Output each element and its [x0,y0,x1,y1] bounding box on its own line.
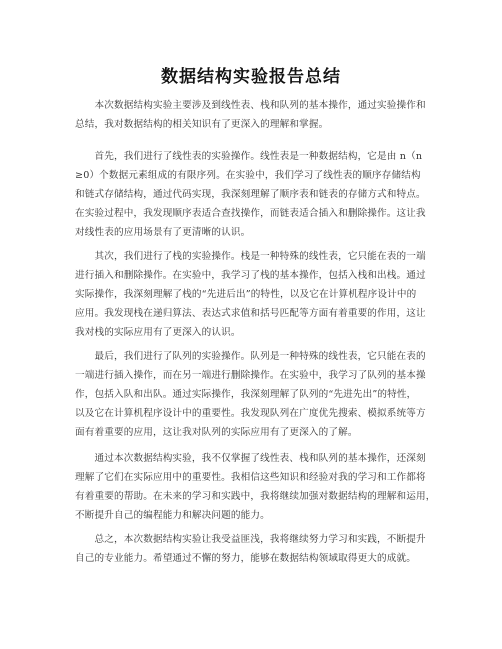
paragraph-conclusion [75,530,437,568]
paragraph-line: ≥0）个数据元素组成的有限序列。在实验中，我们学习了线性表的顺序存储结构 [75,170,421,181]
paragraph-intro [75,96,437,134]
paragraph-line: 通过本次数据结构实验，我不仅掌握了线性表、栈和队列的基本操作，还深刻 [75,453,426,464]
document-title: 数据结构实验报告总结 [161,67,341,87]
paragraph-queue [75,347,437,442]
paragraph-line: 不断提升自己的编程能力和解决问题的能力。 [75,510,270,521]
paragraph-line: 本次数据结构实验主要涉及到线性表、栈和队列的基本操作，通过实验操作和 [75,100,426,111]
paragraph-line: 我对栈的实际应用有了更深入的认识。 [75,327,241,338]
paragraph-line: 和链式存储结构，通过代码实现，我深刻理解了顺序表和链表的存储方式和特点。 [75,189,426,200]
paragraph-linear-list [75,147,437,242]
paragraph-line: 总结，我对数据结构的相关知识有了更深入的理解和掌握。 [75,119,329,130]
paragraph-line: 其次，我们进行了栈的实验操作。栈是一种特殊的线性表，它只能在表的一端 [75,251,426,262]
paragraph-line: 总之，本次数据结构实验让我受益匪浅，我将继续努力学习和实践，不断提升 [75,534,426,545]
paragraph-line: 在实验过程中，我发现顺序表适合查找操作，而链表适合插入和删除操作。这让我 [75,208,426,219]
paragraph-line: 最后，我们进行了队列的实验操作。队列是一种特殊的线性表，它只能在表的 [75,351,426,362]
paragraph-line: 首先，我们进行了线性表的实验操作。线性表是一种数据结构，它是由 n（n [75,151,423,162]
paragraph-line: 理解了它们在实际应用中的重要性。我相信这些知识和经验对我的学习和工作都将 [75,472,426,483]
paragraph-line: 自己的专业能力。希望通过不懈的努力，能够在数据结构领域取得更大的成就。 [75,553,417,564]
paragraph-line: 实际操作，我深刻理解了栈的“先进后出”的特性，以及它在计算机程序设计中的 [75,289,417,300]
paragraph-line: 应用。我发现栈在递归算法、表达式求值和括号匹配等方面有着重要的作用，这让 [75,308,426,319]
paragraph-line: 面有着重要的应用，这让我对队列的实际应用有了更深入的了解。 [75,427,358,438]
paragraph-stack [75,247,437,342]
paragraph-line: 作，包括入队和出队。通过实际操作，我深刻理解了队列的“先进先出”的特性， [75,389,417,400]
paragraph-line: 以及它在计算机程序设计中的重要性。我发现队列在广度优先搜索、模拟系统等方 [75,408,426,419]
paragraph-line: 对线性表的应用场景有了更清晰的认识。 [75,227,251,238]
paragraph-line: 有着重要的帮助。在未来的学习和实践中，我将继续加强对数据结构的理解和运用， [75,491,436,502]
paragraph-line: 进行插入和删除操作。在实验中，我学习了栈的基本操作，包括入栈和出栈。通过 [75,270,426,281]
paragraph-line: 一端进行插入操作，而在另一端进行删除操作。在实验中，我学习了队列的基本操 [75,370,426,381]
paragraph-reflection [75,449,437,525]
